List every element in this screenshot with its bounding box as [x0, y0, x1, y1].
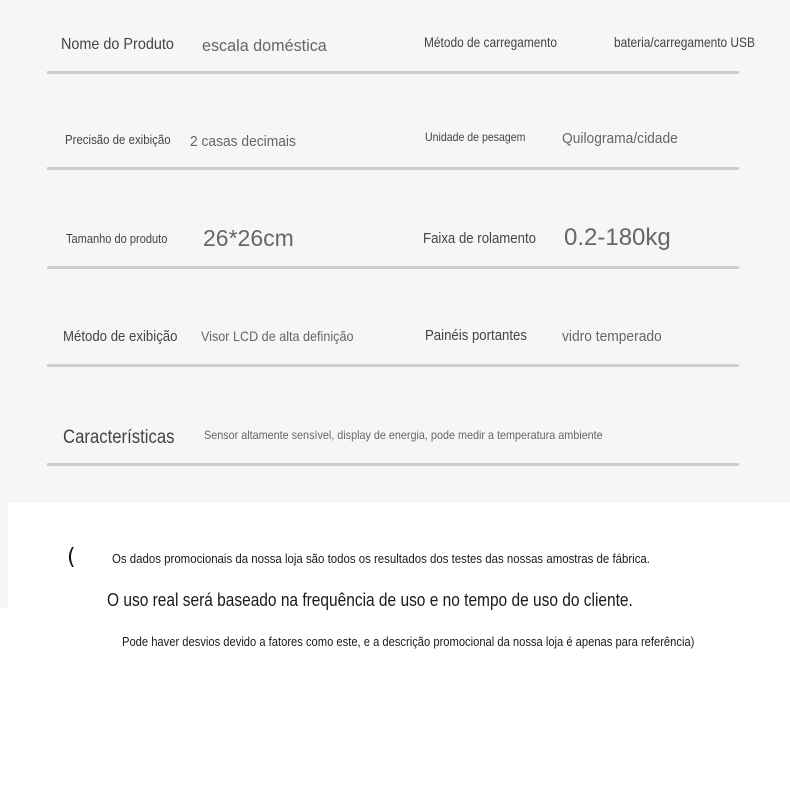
- disclaimer-line-1: Os dados promocionais da nossa loja são todos os resultados dos testes das nossas amostras de fábrica.: [112, 551, 650, 566]
- value-weight-range: 0.2-180kg: [564, 224, 671, 251]
- row-divider: [47, 71, 739, 74]
- value-product-name: escala doméstica: [202, 36, 327, 55]
- disclaimer-line-3: Pode haver desvios devido a fatores como este, e a descrição promocional da nossa loja é apenas para referência): [122, 634, 695, 649]
- value-bearing-panels: vidro temperado: [562, 328, 662, 345]
- value-features: Sensor altamente sensível, display de energia, pode medir a temperatura ambiente: [204, 428, 603, 442]
- row-divider: [47, 463, 739, 466]
- value-charging-method: bateria/carregamento USB: [614, 34, 755, 50]
- label-bearing-panels: Painéis portantes: [425, 327, 527, 344]
- label-display-precision: Precisão de exibição: [65, 132, 171, 147]
- label-display-method: Método de exibição: [63, 328, 178, 345]
- label-product-name: Nome do Produto: [61, 36, 174, 53]
- label-weighing-unit: Unidade de pesagem: [425, 130, 526, 144]
- row-divider: [47, 167, 739, 170]
- disclaimer-line-2: O uso real será baseado na frequência de uso e no tempo de uso do cliente.: [107, 590, 633, 610]
- row-divider: [47, 364, 739, 367]
- disclaimer-open-paren: (: [67, 545, 76, 570]
- label-features: Características: [63, 427, 175, 448]
- value-weighing-unit: Quilograma/cidade: [562, 130, 678, 147]
- label-product-size: Tamanho do produto: [66, 231, 168, 246]
- disclaimer-panel: [8, 503, 790, 799]
- label-charging-method: Método de carregamento: [424, 34, 557, 50]
- value-display-method: Visor LCD de alta definição: [201, 328, 354, 344]
- label-weight-range: Faixa de rolamento: [423, 230, 536, 247]
- value-display-precision: 2 casas decimais: [190, 133, 296, 150]
- value-product-size: 26*26cm: [203, 225, 294, 251]
- row-divider: [47, 266, 739, 269]
